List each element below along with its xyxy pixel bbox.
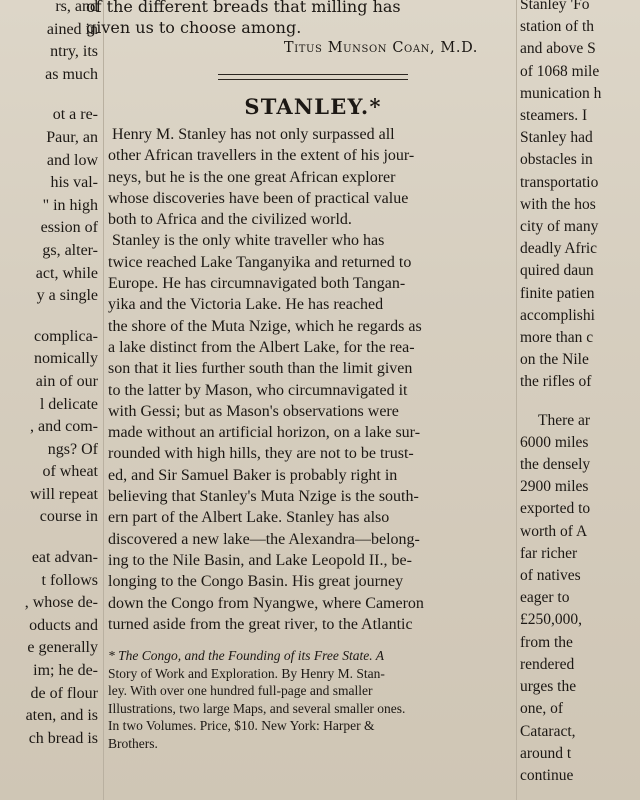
text-line: longing to the Congo Basin. His great journey: [108, 573, 404, 591]
text-line: de of flour: [30, 684, 98, 702]
text-line: ngs? Of: [47, 440, 98, 458]
text-line: exported to: [520, 500, 591, 518]
left-block-a: [0, 0, 98, 86]
text-line: Stanley is the only white traveller who has: [112, 232, 385, 250]
text-line: yika and the Victoria Lake. He has reached: [108, 296, 384, 314]
text-line: continue: [520, 766, 574, 784]
right-block-b: [520, 410, 640, 787]
right-block-a: [520, 0, 640, 394]
text-line: Paur, an: [46, 128, 98, 146]
paragraph-2: [108, 230, 518, 635]
text-line: his val-: [50, 174, 98, 192]
text-line: accomplishi: [520, 306, 595, 324]
article-headline: STANLEY.*: [244, 94, 382, 119]
text-line: obstacles in: [520, 151, 593, 169]
text-line: as much: [45, 65, 98, 83]
article-body: [108, 124, 518, 635]
text-line: believing that Stanley's Muta Nzige is the south-: [108, 488, 419, 506]
text-line: ain of our: [35, 372, 98, 390]
text-line: to the latter by Mason, who circumnavigated it: [108, 381, 408, 399]
text-line: both to Africa and the civilized world.: [108, 211, 352, 229]
text-line: " in high: [42, 196, 98, 214]
text-line: 6000 miles: [520, 433, 589, 451]
text-line: 2900 miles: [520, 478, 589, 496]
text-line: act, while: [35, 264, 98, 282]
text-line: far richer: [520, 544, 578, 562]
left-block-c: [0, 326, 98, 529]
text-line: ing to the Nile Basin, and Lake Leopold II., be-: [108, 551, 412, 569]
text-line: one, of: [520, 700, 564, 718]
text-line: Cataract,: [520, 722, 576, 740]
text-line: There ar: [538, 411, 591, 429]
text-line: Henry M. Stanley has not only surpassed all: [112, 126, 395, 143]
paragraph-1: [108, 124, 518, 230]
text-line: aten, and is: [25, 707, 98, 725]
text-line: ch bread is: [28, 729, 98, 747]
text-line: ntry, its: [50, 43, 98, 61]
text-line: ession of: [40, 219, 98, 237]
text-line: complica-: [34, 327, 98, 345]
text-line: y a single: [36, 287, 98, 305]
text-line: eager to: [520, 589, 570, 607]
text-line: Stanley 'Fo: [520, 0, 590, 13]
text-line: rounded with high hills, they are not to be trust-: [108, 445, 414, 463]
text-line: rendered: [520, 655, 575, 673]
text-line: the densely: [520, 456, 591, 474]
text-line: made without an artificial horizon, on a lake sur-: [108, 424, 421, 442]
text-line: course in: [39, 508, 98, 526]
left-block-b: [0, 104, 98, 307]
text-line: will repeat: [30, 485, 98, 503]
text-line: rs, and: [55, 0, 98, 15]
left-column-cropped: [0, 0, 98, 750]
text-line: oducts and: [29, 616, 98, 634]
left-block-d: [0, 547, 98, 750]
text-line: steamers. I: [520, 107, 588, 125]
footnote-line: Story of Work and Exploration. By Henry M. Stan-: [108, 665, 385, 681]
footnote-line: * The Congo, and the Founding of its Free State. A: [108, 648, 384, 664]
article-column: [86, 0, 518, 752]
text-line: transportatio: [520, 173, 599, 191]
text-line: the shore of the Muta Nzige, which he regards as: [108, 317, 422, 335]
text-line: other African travellers in the extent of his jour-: [108, 147, 415, 165]
text-line: urges the: [520, 678, 577, 696]
text-line: down the Congo from Nyangwe, where Cameron: [108, 594, 424, 612]
text-line: e generally: [27, 639, 98, 657]
text-line: on the Nile: [520, 351, 589, 369]
text-line: t follows: [41, 571, 98, 589]
text-line: and above S: [520, 40, 596, 58]
footnote-line: Brothers.: [108, 735, 158, 751]
text-line: gs, alter-: [42, 241, 98, 259]
text-line: whose discoveries have been of practical value: [108, 189, 409, 207]
previous-article-ending: of the different breads that milling has given us to choose among.: [86, 0, 401, 37]
text-line: ot a re-: [52, 106, 98, 124]
text-line: deadly Afric: [520, 240, 598, 258]
text-line: more than c: [520, 329, 594, 347]
text-line: nomically: [34, 350, 98, 368]
text-line: Stanley had: [520, 129, 593, 147]
text-line: of natives: [520, 567, 581, 585]
text-line: Europe. He has circumnavigated both Tangan-: [108, 275, 406, 293]
text-line: ed, and Sir Samuel Baker is probably right in: [108, 466, 398, 484]
text-line: the rifles of: [520, 373, 592, 391]
text-line: finite patien: [520, 284, 595, 302]
text-line: neys, but he is the one great African explorer: [108, 168, 396, 186]
text-line: of wheat: [42, 463, 98, 481]
left-column-gutter: [103, 0, 104, 800]
text-line: quired daun: [520, 262, 594, 280]
text-line: im; he de-: [33, 662, 98, 680]
text-line: £250,000,: [520, 611, 582, 629]
text-line: with the hos: [520, 195, 596, 213]
text-line: city of many: [520, 218, 599, 236]
footnote: [108, 647, 518, 752]
text-line: ern part of the Albert Lake. Stanley has also: [108, 509, 390, 527]
section-divider: [218, 74, 408, 80]
text-line: with Gessi; but as Mason's observations were: [108, 402, 399, 420]
text-line: station of th: [520, 18, 595, 36]
text-line: twice reached Lake Tanganyika and returned to: [108, 253, 412, 271]
footnote-line: Illustrations, two large Maps, and several smaller ones.: [108, 700, 406, 716]
text-line: of 1068 mile: [520, 62, 600, 80]
text-line: son that it lies further south than the limit given: [108, 360, 413, 378]
footnote-line: ley. With over one hundred full-page and smaller: [108, 683, 373, 699]
text-line: worth of A: [520, 522, 588, 540]
text-line: eat advan-: [31, 549, 98, 567]
text-line: discovered a new lake—the Alexandra—belong-: [108, 530, 420, 548]
text-line: l delicate: [39, 395, 98, 413]
author-signature: Titus Munson Coan, M.D.: [283, 40, 478, 56]
text-line: turned aside from the great river, to the Atlantic: [108, 615, 413, 633]
footnote-line: In two Volumes. Price, $10. New York: Harper &: [108, 718, 375, 734]
text-line: around t: [520, 744, 572, 762]
right-column-cropped: [520, 0, 640, 787]
text-line: a lake distinct from the Albert Lake, for the rea-: [108, 338, 415, 356]
text-line: and low: [46, 151, 98, 169]
text-line: from the: [520, 633, 573, 651]
text-line: munication h: [520, 84, 602, 102]
text-line: , and com-: [30, 418, 98, 436]
text-line: , whose de-: [24, 594, 98, 612]
text-line: ained in: [46, 20, 98, 38]
